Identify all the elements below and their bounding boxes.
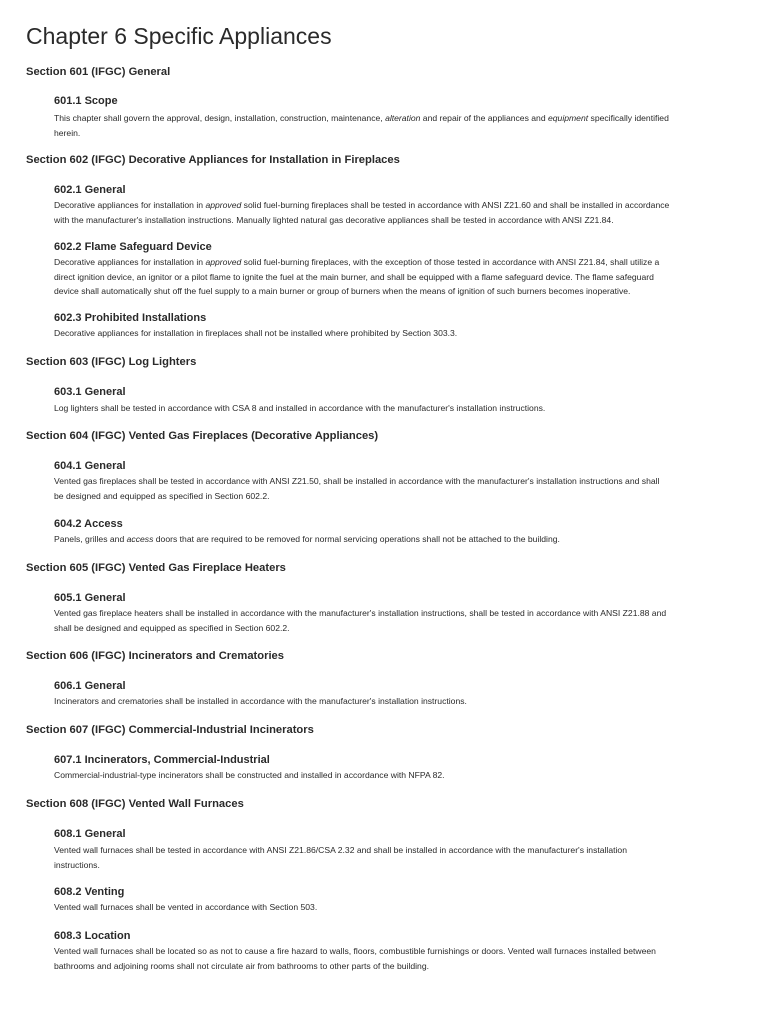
subsection-heading: 601.1 Scope: [54, 95, 118, 107]
text-run: doors that are required to be removed for normal servicing operations shall not be attached to the building.: [153, 534, 560, 544]
paragraph: [54, 326, 744, 341]
text-line: [54, 111, 744, 126]
text-line: [54, 858, 744, 873]
subsection-heading: 603.1 General: [54, 386, 126, 398]
text-line: [54, 532, 744, 547]
defined-term: approved: [205, 257, 242, 267]
text-run: Commercial-industrial-type incinerators shall be constructed and installed in accordance with NFPA 82.: [54, 770, 445, 780]
subsection-heading: 606.1 General: [54, 680, 126, 692]
text-line: [54, 270, 744, 285]
subsection-heading: 602.3 Prohibited Installations: [54, 312, 207, 324]
section-heading: Section 606 (IFGC) Incinerators and Crematories: [26, 650, 285, 662]
subsection-heading: 608.1 General: [54, 828, 126, 840]
paragraph: [54, 198, 744, 227]
text-line: [54, 621, 744, 636]
text-run: Vented gas fireplaces shall be tested in accordance with ANSI Z21.50, shall be installed in accordance with the manufacturer's installation instructions and shall: [54, 476, 660, 486]
defined-term: access: [126, 534, 154, 544]
text-line: [54, 489, 744, 504]
paragraph: [54, 111, 744, 140]
text-line: [54, 768, 744, 783]
paragraph: [54, 474, 744, 503]
text-run: solid fuel-burning fireplaces shall be tested in accordance with ANSI Z21.60 and shall be installed in accordance: [241, 200, 670, 210]
text-run: Incinerators and crematories shall be installed in accordance with the manufacturer's installation instructions.: [54, 696, 467, 706]
defined-term: approved: [205, 200, 242, 210]
text-line: [54, 284, 744, 299]
text-run: be designed and equipped as specified in Section 602.2.: [54, 490, 270, 501]
text-line: [54, 843, 744, 858]
paragraph: [54, 768, 744, 783]
paragraph: [54, 843, 744, 872]
section-heading: Section 602 (IFGC) Decorative Appliances for Installation in Fireplaces: [26, 154, 400, 166]
text-line: [54, 944, 744, 959]
text-run: solid fuel-burning fireplaces, with the exception of those tested in accordance with ANSI Z21.84, shall utilize a: [241, 257, 660, 267]
text-run: with the manufacturer's installation instructions. Manually lighted natural gas decorative appliances shall be tested in accordance with ANSI Z21.84.: [54, 214, 614, 225]
subsection-heading: 607.1 Incinerators, Commercial-Industrial: [54, 754, 270, 766]
section-heading: Section 605 (IFGC) Vented Gas Fireplace Heaters: [26, 562, 286, 574]
text-run: specifically identified: [588, 113, 669, 123]
paragraph: [54, 401, 744, 416]
text-run: This chapter shall govern the approval, design, installation, construction, maintenance,: [54, 113, 386, 123]
text-run: bathrooms and adjoining rooms shall not circulate air from bathrooms to other parts of the building.: [54, 960, 429, 971]
chapter-title: Chapter 6 Specific Appliances: [26, 23, 332, 49]
paragraph: [54, 694, 744, 709]
section-heading: Section 607 (IFGC) Commercial-Industrial Incinerators: [26, 724, 314, 736]
text-run: Vented wall furnaces shall be tested in accordance with ANSI Z21.86/CSA 2.32 and shall be installed in accordance with the manufacturer's installation: [54, 845, 627, 855]
defined-term: equipment: [548, 113, 589, 123]
subsection-heading: 608.3 Location: [54, 930, 131, 942]
text-run: Panels, grilles and: [54, 534, 127, 544]
text-line: [54, 326, 744, 341]
text-run: Vented gas fireplace heaters shall be installed in accordance with the manufacturer's installation instructions, shall be tested in accordance with ANSI Z21.88 and: [54, 608, 667, 618]
text-run: Vented wall furnaces shall be located so as not to cause a fire hazard to walls, floors, combustible furnishings or doors. Vented wall furnaces installed between: [54, 946, 656, 956]
defined-term: alteration: [385, 113, 421, 123]
text-run: device shall automatically shut off the fuel supply to a main burner or group of burners when the means of ignition of such burners becomes inoperative.: [54, 286, 631, 296]
text-line: [54, 126, 744, 141]
text-run: Log lighters shall be tested in accordance with CSA 8 and installed in accordance with the manufacturer's installation instructions.: [54, 403, 546, 413]
text-run: Decorative appliances for installation in: [54, 200, 206, 210]
text-run: Decorative appliances for installation in: [54, 257, 206, 267]
subsection-heading: 602.2 Flame Safeguard Device: [54, 241, 212, 253]
paragraph: [54, 532, 744, 547]
text-line: [54, 198, 744, 213]
subsection-heading: 602.1 General: [54, 184, 126, 196]
section-heading: Section 603 (IFGC) Log Lighters: [26, 356, 197, 368]
paragraph: [54, 900, 744, 915]
text-line: [54, 900, 744, 915]
subsection-heading: 604.2 Access: [54, 518, 123, 530]
text-line: [54, 959, 744, 974]
text-run: Decorative appliances for installation in fireplaces shall not be installed where prohibited by Section 303.3.: [54, 328, 458, 338]
subsection-heading: 604.1 General: [54, 460, 126, 472]
text-run: instructions.: [54, 859, 100, 870]
text-line: [54, 255, 744, 270]
paragraph: [54, 606, 744, 635]
text-run: Vented wall furnaces shall be vented in accordance with Section 503.: [54, 902, 318, 912]
section-heading: Section 601 (IFGC) General: [26, 66, 171, 78]
section-heading: Section 608 (IFGC) Vented Wall Furnaces: [26, 798, 244, 810]
text-run: and repair of the appliances and: [420, 113, 548, 123]
text-line: [54, 213, 744, 228]
paragraph: [54, 255, 744, 299]
paragraph: [54, 944, 744, 973]
text-line: [54, 606, 744, 621]
text-line: [54, 474, 744, 489]
subsection-heading: 605.1 General: [54, 592, 126, 604]
text-run: direct ignition device, an ignitor or a pilot flame to ignite the fuel at the main burner, and shall be equipped with a flame safeguard device. The flame safeguard: [54, 271, 654, 282]
text-run: herein.: [54, 127, 81, 138]
section-heading: Section 604 (IFGC) Vented Gas Fireplaces (Decorative Appliances): [26, 430, 379, 442]
text-line: [54, 694, 744, 709]
text-line: [54, 401, 744, 416]
subsection-heading: 608.2 Venting: [54, 886, 125, 898]
text-run: shall be designed and equipped as specified in Section 602.2.: [54, 622, 290, 633]
